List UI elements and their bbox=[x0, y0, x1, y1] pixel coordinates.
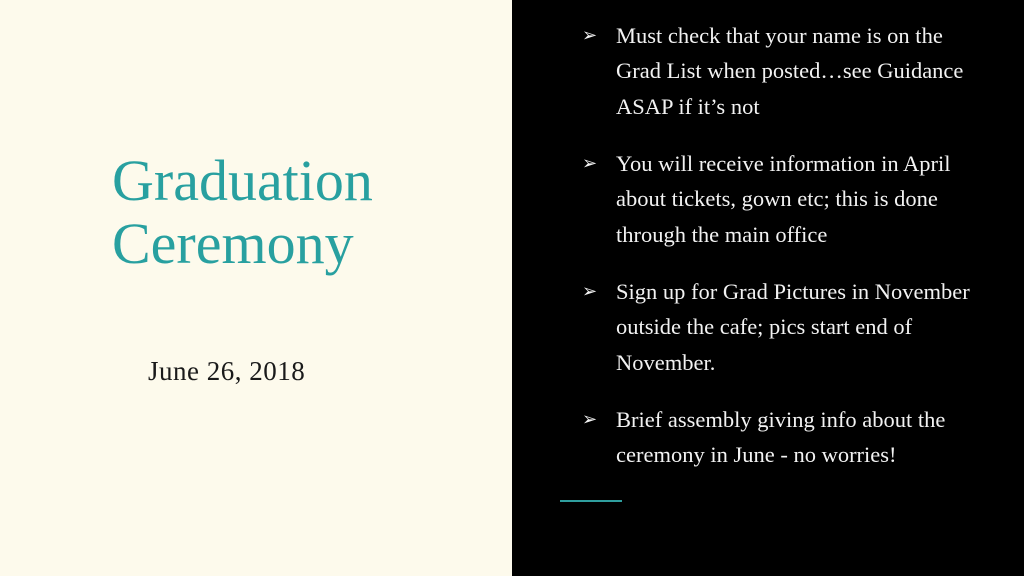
list-item bbox=[582, 274, 984, 380]
arrow-bullet-icon: ➢ bbox=[582, 25, 598, 45]
slide-subtitle-date: June 26, 2018 bbox=[148, 356, 306, 386]
list-item bbox=[582, 18, 984, 124]
page-title: Graduation Ceremony bbox=[112, 148, 373, 276]
arrow-bullet-icon: ➢ bbox=[582, 408, 598, 429]
arrow-bullet-icon: ➢ bbox=[582, 280, 598, 301]
list-item bbox=[582, 402, 984, 473]
bullet-list bbox=[582, 18, 984, 472]
list-item-text: You will receive information in April about tickets, gown etc; this is done through the main office bbox=[616, 150, 951, 247]
list-item bbox=[582, 146, 984, 252]
list-item-text: Sign up for Grad Pictures in November outside the cafe; pics start end of November. bbox=[616, 278, 970, 375]
accent-divider-line bbox=[560, 500, 622, 502]
list-item-text: Must check that your name is on the Grad List when posted…see Guidance ASAP if it’s not bbox=[616, 23, 964, 119]
arrow-bullet-icon: ➢ bbox=[582, 152, 598, 173]
list-item-text: Brief assembly giving info about the ceremony in June - no worries! bbox=[616, 406, 946, 468]
slide-right-pane bbox=[512, 0, 1024, 576]
